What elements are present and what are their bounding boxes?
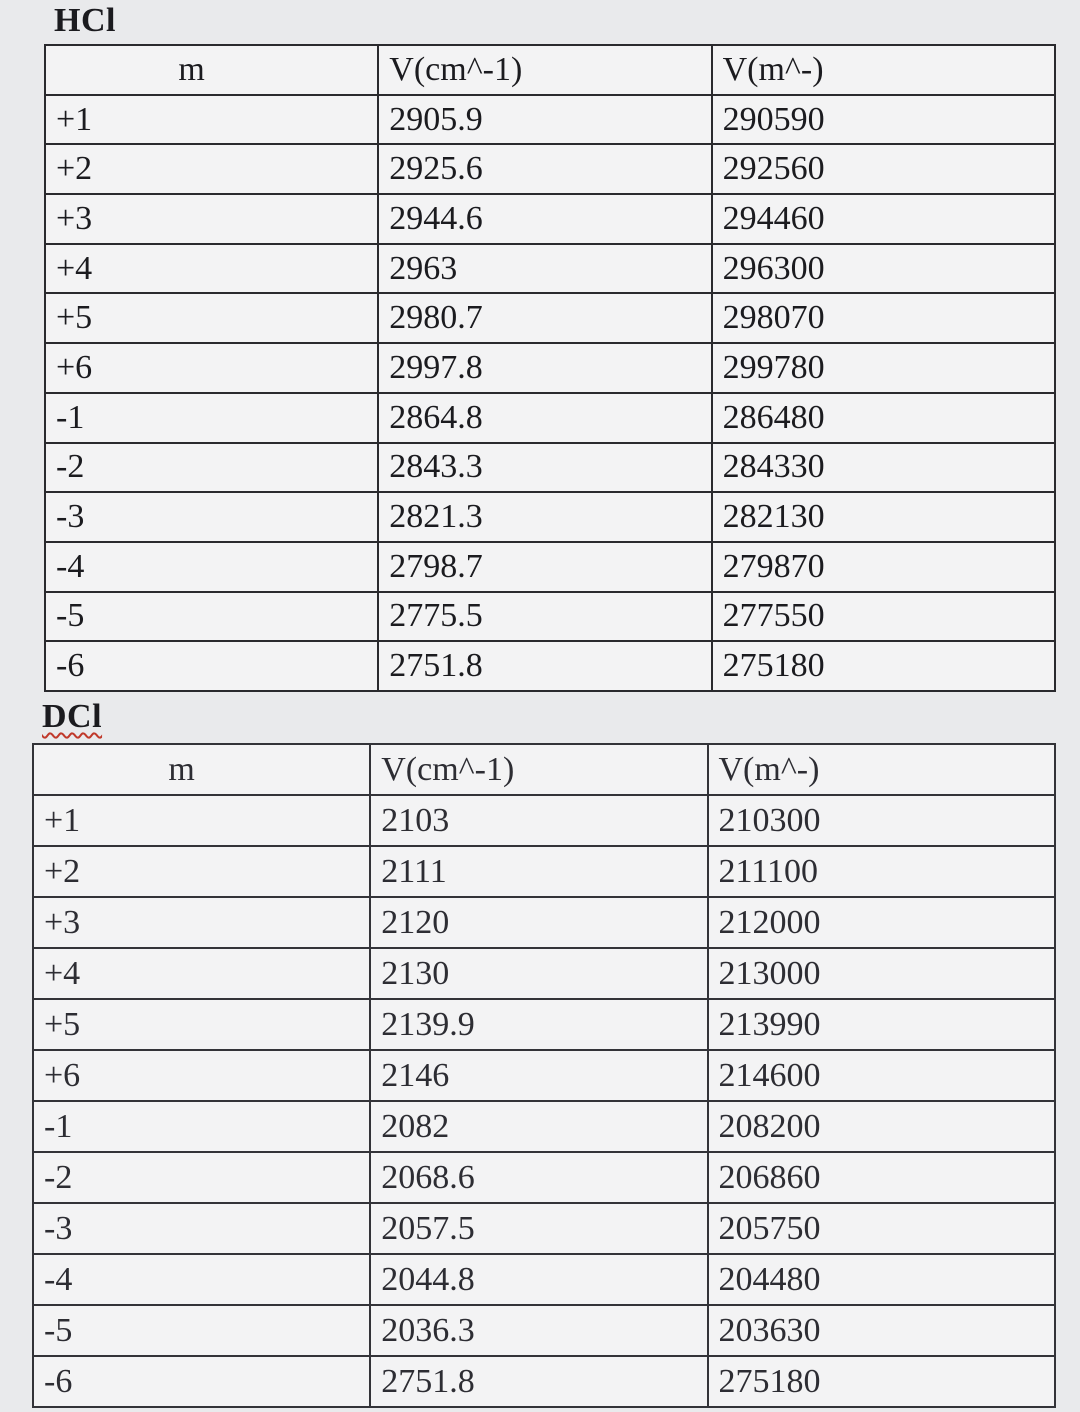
cell-m: +4 xyxy=(45,244,378,294)
cell-m: +3 xyxy=(45,194,378,244)
cell-wavenumber-m: 204480 xyxy=(708,1254,1056,1305)
column-header-m: m xyxy=(45,45,378,95)
cell-wavenumber-cm: 2925.6 xyxy=(378,144,711,194)
table-row xyxy=(45,244,1055,294)
cell-wavenumber-cm: 2130 xyxy=(370,948,707,999)
column-header-wavenumber-cm: V(cm^-1) xyxy=(370,744,707,795)
cell-m: +6 xyxy=(33,1050,370,1101)
cell-wavenumber-cm: 2775.5 xyxy=(378,592,711,642)
cell-m: -4 xyxy=(45,542,378,592)
cell-wavenumber-m: 284330 xyxy=(712,443,1055,493)
cell-wavenumber-cm: 2751.8 xyxy=(378,641,711,691)
cell-wavenumber-m: 290590 xyxy=(712,95,1055,145)
cell-wavenumber-cm: 2082 xyxy=(370,1101,707,1152)
table-row xyxy=(45,95,1055,145)
cell-m: -2 xyxy=(45,443,378,493)
cell-wavenumber-cm: 2798.7 xyxy=(378,542,711,592)
dcl-table xyxy=(32,743,1056,1408)
table-row xyxy=(45,641,1055,691)
hcl-table xyxy=(44,44,1056,692)
cell-m: -3 xyxy=(33,1203,370,1254)
cell-wavenumber-m: 208200 xyxy=(708,1101,1056,1152)
cell-wavenumber-m: 275180 xyxy=(712,641,1055,691)
table-row xyxy=(33,999,1055,1050)
cell-m: -3 xyxy=(45,492,378,542)
cell-wavenumber-m: 203630 xyxy=(708,1305,1056,1356)
dcl-section-title: DCl xyxy=(42,698,103,735)
cell-m: +5 xyxy=(33,999,370,1050)
cell-m: -5 xyxy=(45,592,378,642)
table-row xyxy=(45,592,1055,642)
cell-m: -6 xyxy=(45,641,378,691)
cell-m: +2 xyxy=(45,144,378,194)
column-header-wavenumber-m: V(m^-) xyxy=(712,45,1055,95)
table-row xyxy=(33,1356,1055,1407)
cell-wavenumber-m: 213990 xyxy=(708,999,1056,1050)
cell-wavenumber-cm: 2944.6 xyxy=(378,194,711,244)
cell-m: +4 xyxy=(33,948,370,999)
cell-wavenumber-cm: 2905.9 xyxy=(378,95,711,145)
table-row xyxy=(33,1050,1055,1101)
cell-wavenumber-m: 279870 xyxy=(712,542,1055,592)
table-row xyxy=(33,1203,1055,1254)
cell-wavenumber-cm: 2963 xyxy=(378,244,711,294)
cell-wavenumber-cm: 2044.8 xyxy=(370,1254,707,1305)
cell-wavenumber-m: 275180 xyxy=(708,1356,1056,1407)
cell-wavenumber-m: 210300 xyxy=(708,795,1056,846)
cell-wavenumber-cm: 2751.8 xyxy=(370,1356,707,1407)
cell-wavenumber-cm: 2111 xyxy=(370,846,707,897)
table-row xyxy=(33,948,1055,999)
cell-wavenumber-m: 205750 xyxy=(708,1203,1056,1254)
cell-m: +1 xyxy=(33,795,370,846)
cell-wavenumber-m: 206860 xyxy=(708,1152,1056,1203)
table-row xyxy=(33,897,1055,948)
cell-m: +6 xyxy=(45,343,378,393)
cell-wavenumber-cm: 2146 xyxy=(370,1050,707,1101)
cell-m: +3 xyxy=(33,897,370,948)
cell-wavenumber-m: 213000 xyxy=(708,948,1056,999)
cell-wavenumber-m: 298070 xyxy=(712,293,1055,343)
table-header-row xyxy=(45,45,1055,95)
cell-m: -1 xyxy=(45,393,378,443)
table-row xyxy=(33,1305,1055,1356)
cell-wavenumber-cm: 2139.9 xyxy=(370,999,707,1050)
cell-m: +2 xyxy=(33,846,370,897)
column-header-m: m xyxy=(33,744,370,795)
cell-wavenumber-cm: 2864.8 xyxy=(378,393,711,443)
table-row xyxy=(45,293,1055,343)
cell-wavenumber-cm: 2068.6 xyxy=(370,1152,707,1203)
cell-wavenumber-m: 277550 xyxy=(712,592,1055,642)
cell-wavenumber-m: 299780 xyxy=(712,343,1055,393)
table-row xyxy=(45,194,1055,244)
cell-wavenumber-m: 292560 xyxy=(712,144,1055,194)
cell-wavenumber-m: 211100 xyxy=(708,846,1056,897)
cell-wavenumber-cm: 2821.3 xyxy=(378,492,711,542)
table-row xyxy=(33,795,1055,846)
hcl-section-title: HCl xyxy=(54,2,116,39)
cell-wavenumber-m: 212000 xyxy=(708,897,1056,948)
table-row xyxy=(45,393,1055,443)
column-header-wavenumber-cm: V(cm^-1) xyxy=(378,45,711,95)
cell-m: +1 xyxy=(45,95,378,145)
table-row xyxy=(45,443,1055,493)
table-row xyxy=(33,1101,1055,1152)
cell-m: -1 xyxy=(33,1101,370,1152)
cell-m: -6 xyxy=(33,1356,370,1407)
table-row xyxy=(33,1254,1055,1305)
cell-m: -4 xyxy=(33,1254,370,1305)
table-row xyxy=(33,1152,1055,1203)
cell-wavenumber-m: 214600 xyxy=(708,1050,1056,1101)
cell-wavenumber-cm: 2036.3 xyxy=(370,1305,707,1356)
cell-wavenumber-cm: 2057.5 xyxy=(370,1203,707,1254)
column-header-wavenumber-m: V(m^-) xyxy=(708,744,1056,795)
cell-m: -2 xyxy=(33,1152,370,1203)
cell-wavenumber-cm: 2980.7 xyxy=(378,293,711,343)
cell-m: -5 xyxy=(33,1305,370,1356)
table-row xyxy=(45,492,1055,542)
cell-wavenumber-m: 282130 xyxy=(712,492,1055,542)
table-row xyxy=(45,343,1055,393)
table-row xyxy=(45,542,1055,592)
cell-wavenumber-m: 296300 xyxy=(712,244,1055,294)
cell-wavenumber-m: 294460 xyxy=(712,194,1055,244)
table-row xyxy=(33,846,1055,897)
cell-wavenumber-cm: 2997.8 xyxy=(378,343,711,393)
cell-wavenumber-cm: 2120 xyxy=(370,897,707,948)
table-row xyxy=(45,144,1055,194)
cell-wavenumber-m: 286480 xyxy=(712,393,1055,443)
table-header-row xyxy=(33,744,1055,795)
cell-wavenumber-cm: 2843.3 xyxy=(378,443,711,493)
cell-wavenumber-cm: 2103 xyxy=(370,795,707,846)
cell-m: +5 xyxy=(45,293,378,343)
